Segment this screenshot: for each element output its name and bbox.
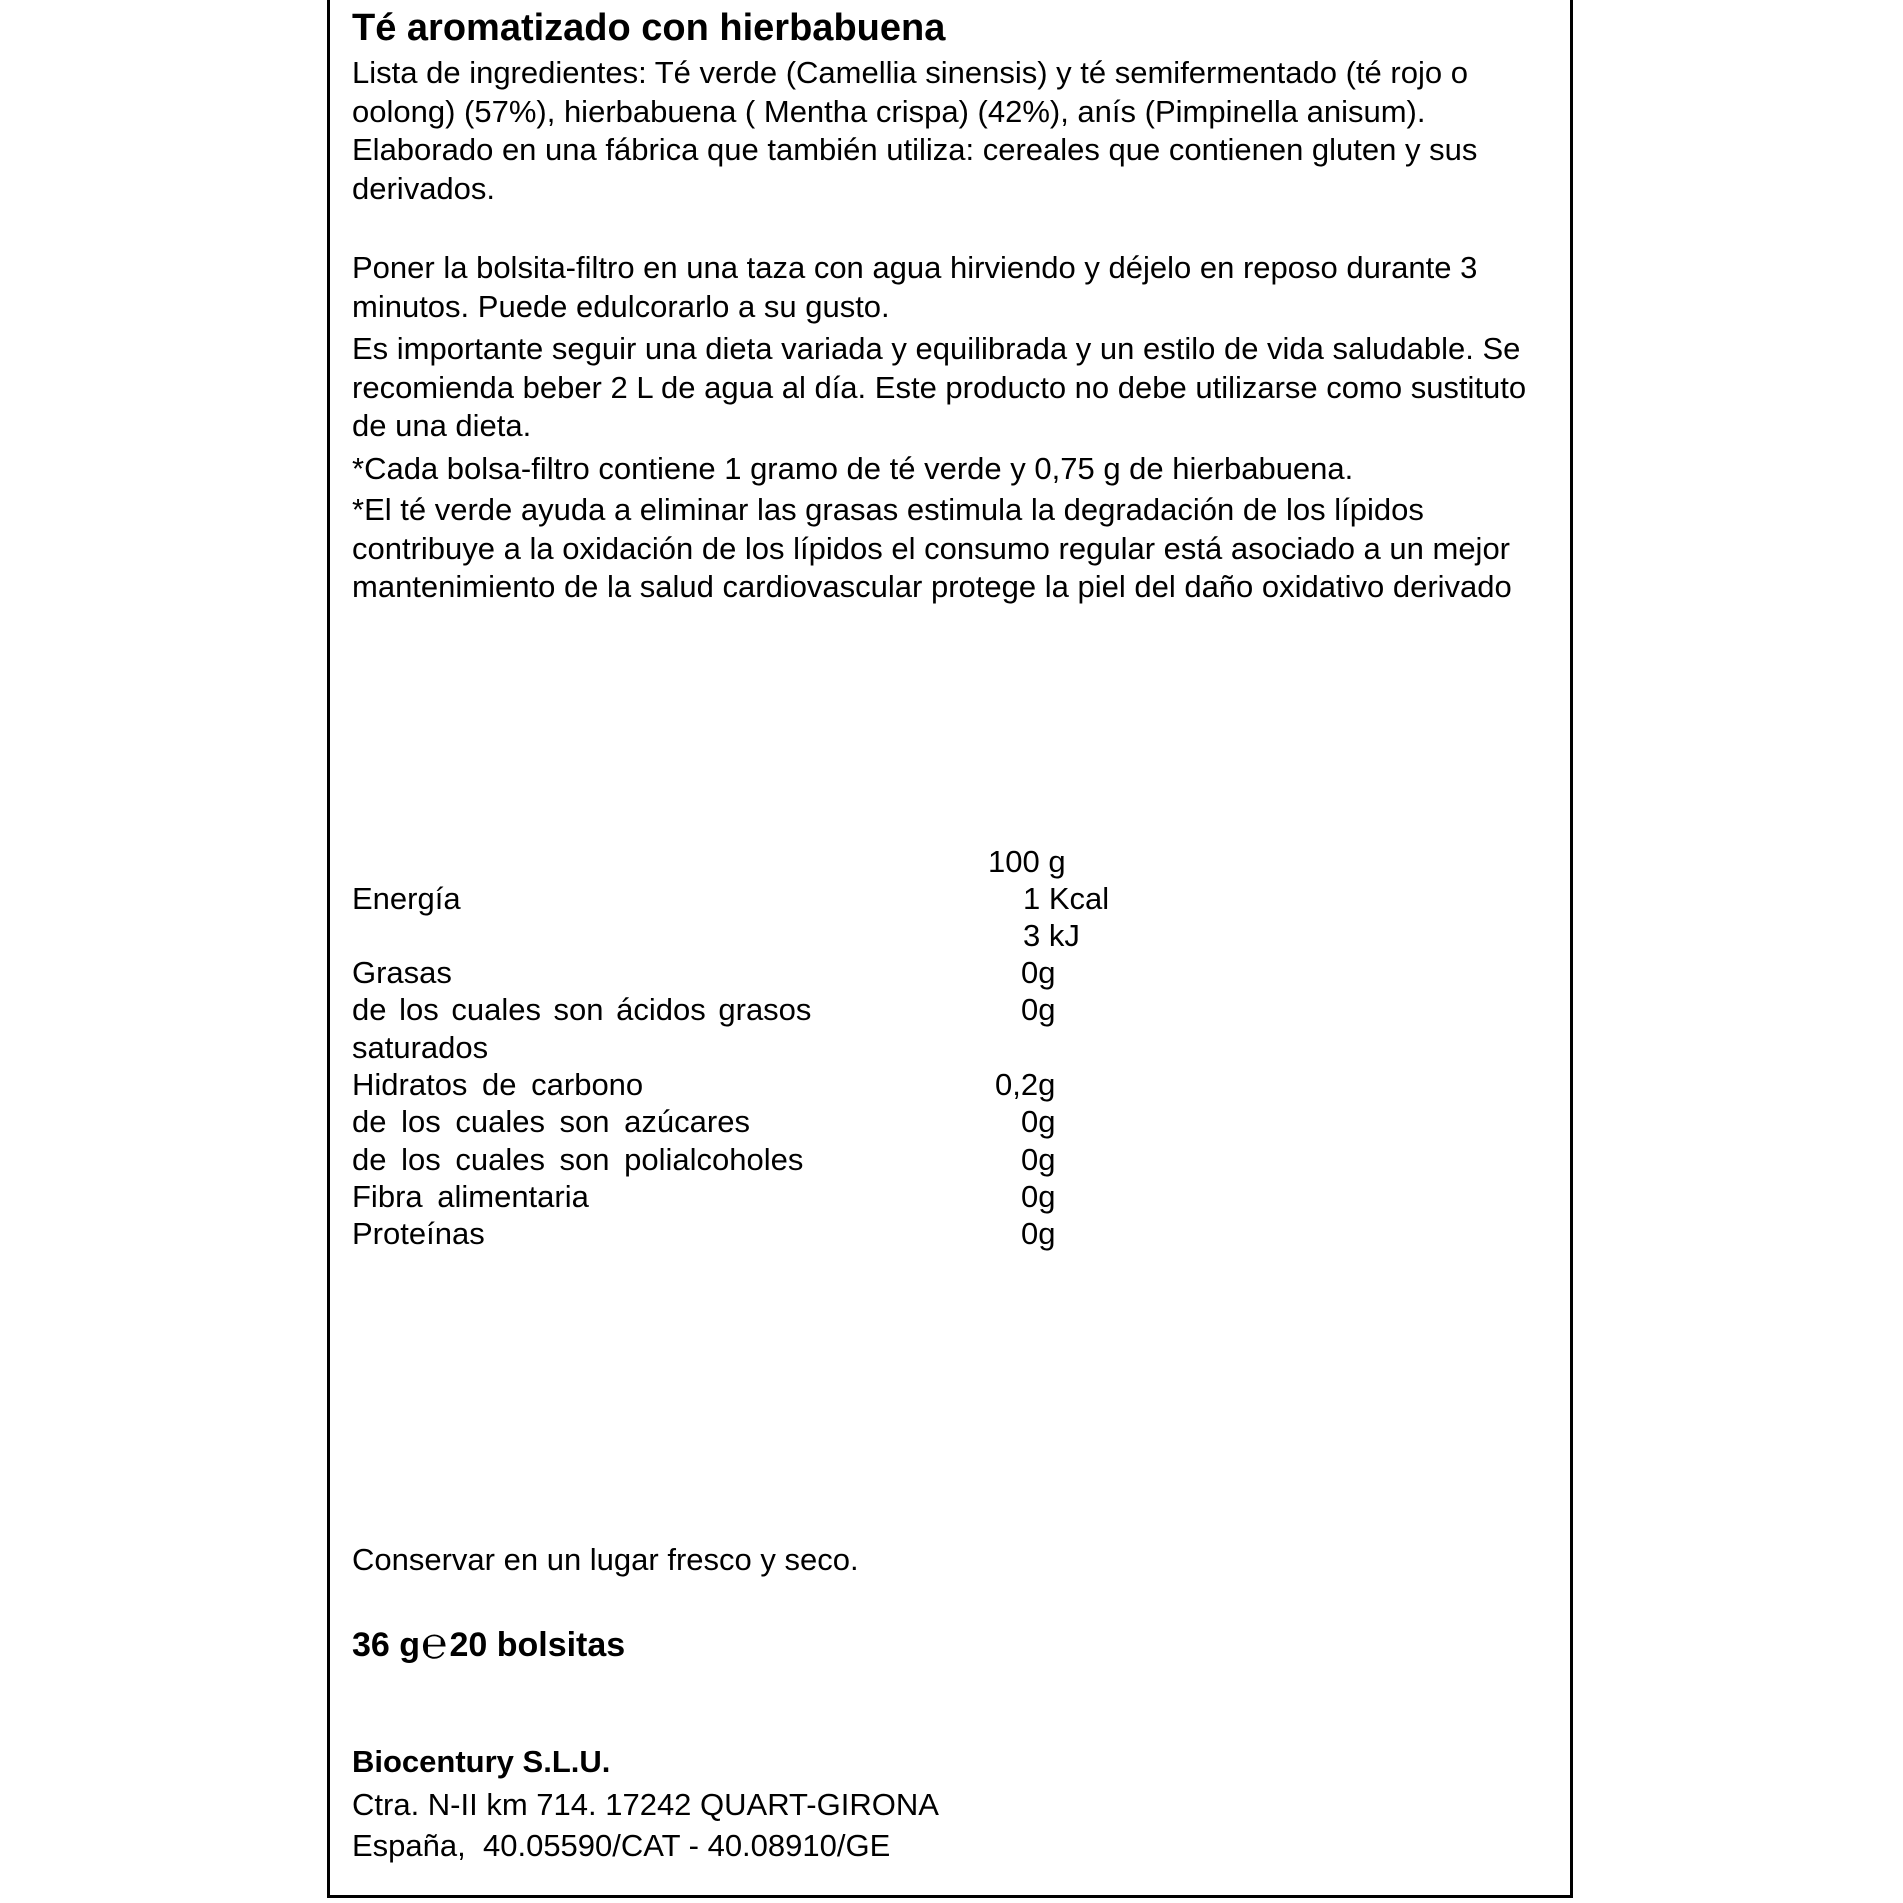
nutrition-label: Grasas [352, 955, 452, 990]
nutrition-value: 0g [1021, 1216, 1056, 1251]
net-content [352, 1619, 626, 1668]
unit-count: 20 bolsitas [449, 1626, 626, 1664]
nutrition-value-kj: 3 kJ [1023, 918, 1080, 953]
nutrition-label: Proteínas [352, 1216, 485, 1251]
nutrition-value: 0g [1021, 955, 1056, 990]
nutrition-label: de los cuales son ácidos grasos saturados [352, 992, 812, 1065]
nutrition-label: Hidratos de carbono [352, 1067, 644, 1102]
nutrition-value: 0g [1021, 1142, 1056, 1177]
diet-note: Es importante seguir una dieta variada y equilibrada y un estilo de vida saludable. Se recomienda beber 2 L de agua al día. Este producto no debe utilizarse como sustituto de una dieta. [352, 331, 1527, 443]
nutrition-value: 0g [1021, 1179, 1056, 1214]
storage-instructions: Conservar en un lugar fresco y seco. [352, 1542, 859, 1577]
bag-content-note: *Cada bolsa-filtro contiene 1 gramo de té verde y 0,75 g de hierbabuena. [352, 451, 1354, 486]
product-title: Té aromatizado con hierbabuena [352, 7, 946, 49]
nutrition-column-header: 100 g [988, 844, 1066, 879]
nutrition-label: de los cuales son azúcares [352, 1104, 750, 1139]
company-name: Biocentury S.L.U. [352, 1744, 611, 1779]
net-weight: 36 g [352, 1626, 421, 1664]
green-tea-claim: *El té verde ayuda a eliminar las grasas estimula la degradación de los lípidos contribuye a la oxidación de los lípidos el consumo regular está asociado a un mejor mantenimiento de la salud cardiovascular protege la piel del daño oxidativo derivado [352, 492, 1512, 604]
estimated-sign-icon: ℮ [421, 1619, 448, 1668]
nutrition-label: de los cuales son polialcoholes [352, 1142, 804, 1177]
nutrition-value: 0g [1021, 992, 1056, 1027]
nutrition-label: Fibra alimentaria [352, 1179, 589, 1214]
nutrition-value: 0g [1021, 1104, 1056, 1139]
company-address: Ctra. N-II km 714. 17242 QUART-GIRONA [352, 1787, 939, 1822]
ingredients-list: Lista de ingredientes: Té verde (Camellia sinensis) y té semifermentado (té rojo o oolong) (57%), hierbabuena ( Mentha crispa) (42%), anís (Pimpinella anisum). Elaborado en una fábrica que también utiliza: cereales que contienen gluten y sus derivados. [352, 55, 1478, 206]
preparation-instructions: Poner la bolsita-filtro en una taza con agua hirviendo y déjelo en reposo durante 3 minutos. Puede edulcorarlo a su gusto. [352, 250, 1478, 324]
company-registry: España, 40.05590/CAT - 40.08910/GE [352, 1828, 891, 1863]
nutrition-label: Energía [352, 881, 461, 916]
nutrition-value: 0,2g [995, 1067, 1056, 1102]
nutrition-value-kcal: 1 Kcal [1023, 881, 1110, 916]
